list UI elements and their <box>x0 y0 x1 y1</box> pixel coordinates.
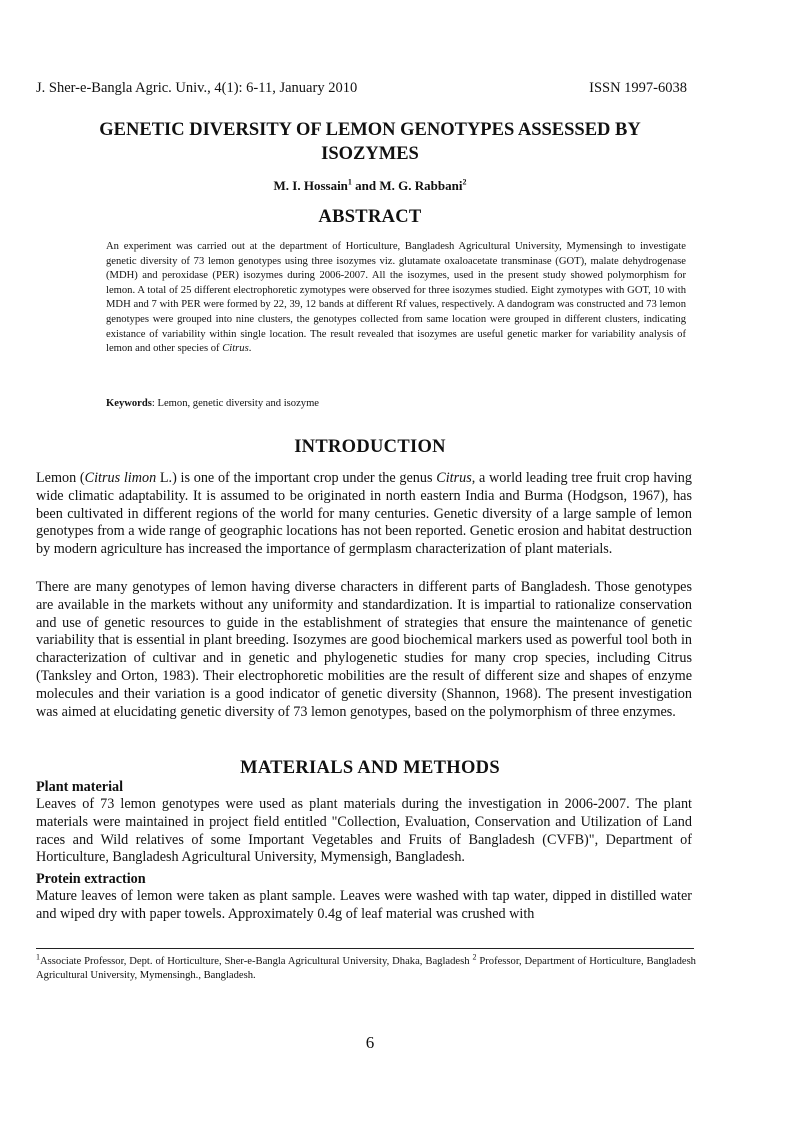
author-1-affiliation-mark: 1 <box>347 177 352 187</box>
footnote-mark-1: 1 <box>36 952 40 962</box>
plant-material-text: Leaves of 73 lemon genotypes were used as plant materials during the investigation in 2006-2007. The plant materials were maintained in project field entitled "Collection, Evaluation, Conservation and Utilization of Land races and Wild relatives of some Important Vegetables and Fruits of Bangladesh (CVFB)", Department of Horticulture, Bangladesh Agricultural University, Mymensigh, Bangladesh. <box>36 796 692 866</box>
intro-p1-part-c: L.) is one of the important crop under the genus <box>156 470 437 486</box>
journal-citation: J. Sher-e-Bangla Agric. Univ., 4(1): 6-11, January 2010 <box>36 80 358 96</box>
methods-heading: MATERIALS AND METHODS <box>240 758 500 778</box>
footnote-divider <box>36 948 694 949</box>
page-number: 6 <box>365 1033 375 1052</box>
abstract-body: An experiment was carried out at the department of Horticulture, Bangladesh Agricultural University, Mymensingh to investigate genetic diversity of 73 lemon genotypes using three isozymes viz. glutamate oxaloacetate transminase (GOT), malate dehydrogenase (MDH) and peroxidase (PER) isozymes during 2006-2007. All the isozymes, used in the present study showed polymorphism for lemon. A total of 25 different electrophoretic zymotypes were observed for three isozymes studied. Eight zymotypes with GOT, 10 with MDH and 7 with PER were formed by 22, 39, 12 bands at different Rf values, respectively. A dandogram was constructed and 73 lemon genotypes were grouped into nine clusters, the genotypes collected from same location were grouped in different clusters, indicating existance of variability within single location. The result revealed that isozymes are useful genetic marker for variability analysis of lemon and other species of <box>106 241 686 355</box>
introduction-paragraph-1 <box>36 470 692 559</box>
intro-p1-genus: Citrus <box>436 470 472 486</box>
protein-extraction-text: Mature leaves of lemon were taken as plant sample. Leaves were washed with tap water, dipped in distilled water and wiped dry with paper towels. Approximately 0.4g of leaf material was crushed with <box>36 888 692 922</box>
footnote-mark-2: 2 <box>472 952 477 962</box>
author-2-affiliation-mark: 2 <box>462 177 467 187</box>
issn: ISSN 1997-6038 <box>589 80 687 96</box>
author-conjunction: and <box>351 178 380 193</box>
introduction-heading: INTRODUCTION <box>294 437 446 457</box>
abstract-text <box>106 240 686 357</box>
abstract-italic-term: Citrus <box>222 343 249 355</box>
keywords <box>106 398 686 409</box>
intro-p1-part-a: Lemon ( <box>36 470 85 486</box>
footnote-text-2: Professor, Department of Horticulture, Bangladesh Agricultural University, Mymensingh., Bangladesh. <box>36 956 696 981</box>
introduction-paragraph-2: There are many genotypes of lemon having diverse characters in different parts of Bangladesh. Those genotypes are available in the markets without any uniformity and standardization. It is impartial to rationalize conservation and use of genetic resources to guide in the establishment of strategies that ensure the maintenance of genetic variability that is essential in plant breeding. Isozymes are good biochemical markers used as powerful tool both in characterization of cultivar and in genetic and phylogenetic studies for many crop species, including Citrus (Tanksley and Orton, 1983). Their electrophoretic mobilities are the result of different size and shapes of enzyme molecules and their variation is a good indicator of genetic diversity (Shannon, 1968). The present investigation was aimed at elucidating genetic diversity of 73 lemon genotypes, based on the polymorphism of three enzymes. <box>36 579 692 720</box>
paper-title: GENETIC DIVERSITY OF LEMON GENOTYPES ASSESSED BY ISOZYMES <box>99 120 641 164</box>
intro-p1-species: Citrus limon <box>84 470 157 486</box>
protein-extraction-heading: Protein extraction <box>36 871 146 887</box>
plant-material-heading: Plant material <box>36 779 124 795</box>
author-2: M. G. Rabbani <box>379 178 463 193</box>
footnote-text-1: Associate Professor, Dept. of Horticulture, Sher-e-Bangla Agricultural University, Dhaka, Bagladesh <box>40 956 473 967</box>
abstract-end: . <box>248 343 252 355</box>
authors <box>0 178 740 194</box>
keywords-value: : Lemon, genetic diversity and isozyme <box>151 398 320 409</box>
abstract-heading: ABSTRACT <box>318 207 422 227</box>
author-1: M. I. Hossain <box>273 178 348 193</box>
intro-p1-part-e: , a world leading tree fruit crop having wide climatic adaptability. It is assumed to be originated in north eastern India and Burma (Hodgson, 1967), has been cultivated in different regions of the world for many centuries. Genetic diversity of a large sample of lemon genotypes from a wide range of geographic locations has not been reported. Genetic erosion and habitat destruction by modern agriculture has increased the importance of germplasm characterization of plant materials. <box>36 470 692 558</box>
keywords-label: Keywords <box>106 398 152 409</box>
footnote <box>36 952 696 983</box>
